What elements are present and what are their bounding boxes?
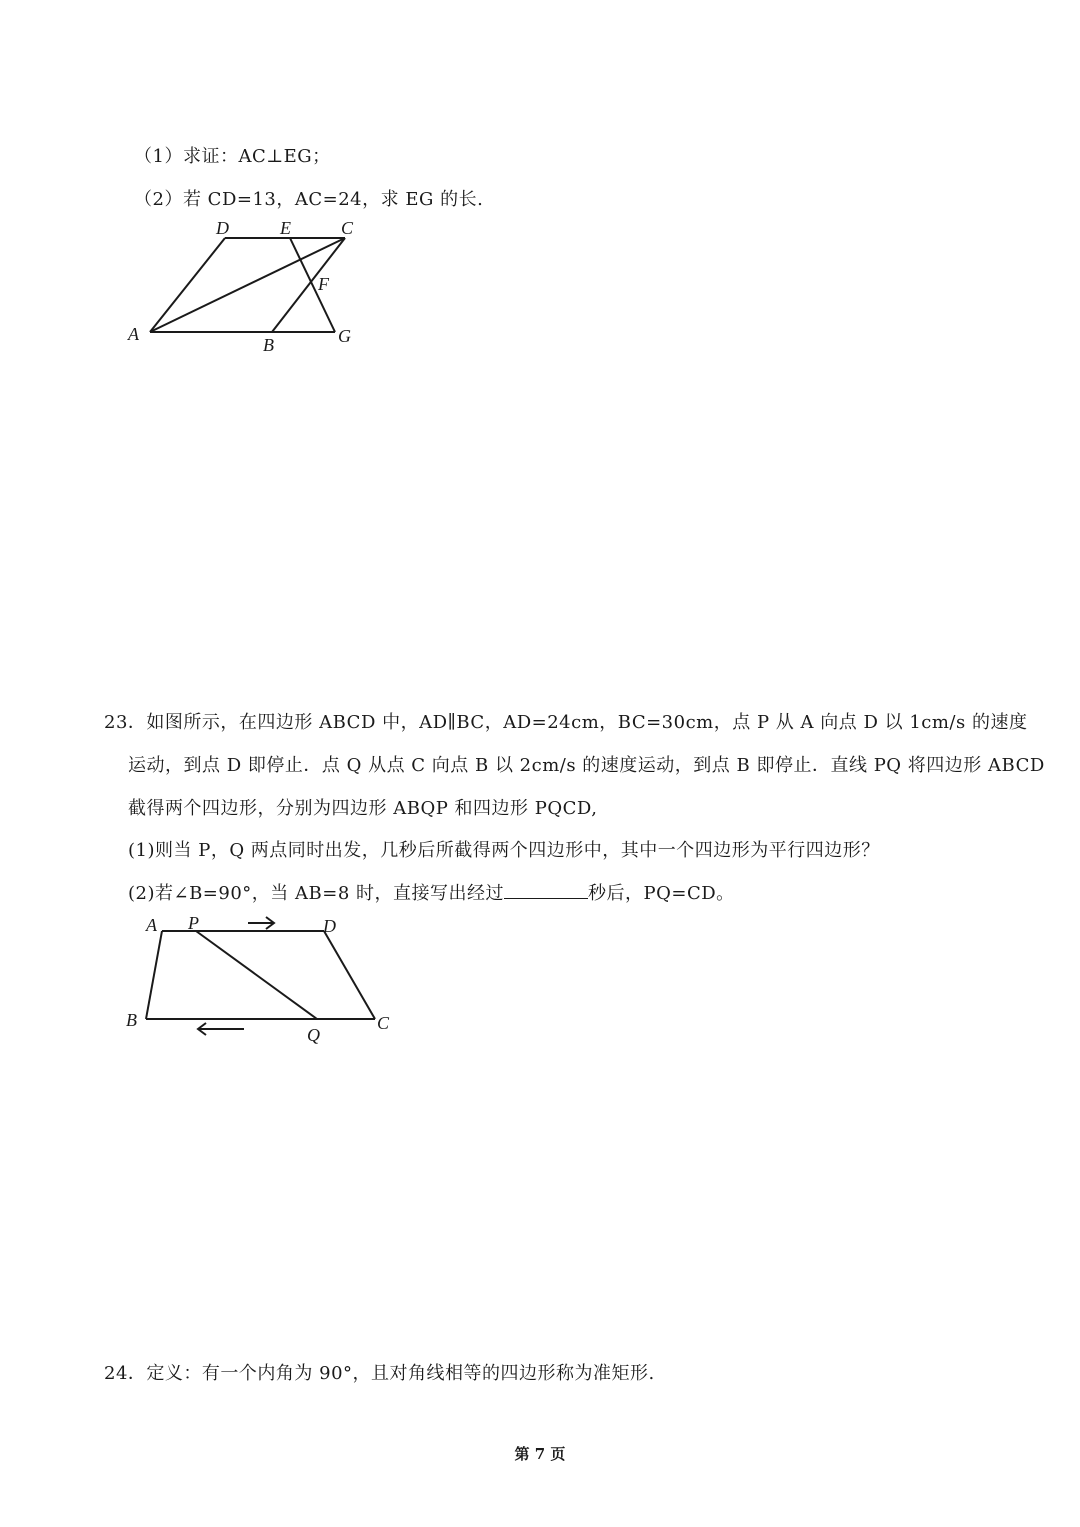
- label-B: B: [263, 335, 274, 355]
- q23-figure: [120, 908, 410, 1050]
- q22-part2: （2）若 CD=13，AC=24，求 EG 的长.: [134, 189, 484, 210]
- label-C: C: [377, 1013, 390, 1033]
- label-F: F: [318, 274, 329, 294]
- label-A: A: [146, 915, 157, 935]
- q22-figure: [120, 212, 380, 362]
- segment-PQ: [196, 931, 317, 1019]
- q23-line3: 截得两个四边形，分别为四边形 ABQP 和四边形 PQCD,: [128, 798, 598, 819]
- answer-blank: [504, 882, 588, 899]
- q22-part1: （1）求证：AC⊥EG；: [134, 146, 331, 167]
- segment-DC: [324, 931, 375, 1019]
- label-D: D: [323, 916, 336, 936]
- segment-AB: [146, 931, 162, 1019]
- segment-AC: [150, 238, 345, 332]
- q24-line1: 24．定义：有一个内角为 90°，且对角线相等的四边形称为准矩形.: [104, 1363, 655, 1384]
- q23-line1: 23．如图所示，在四边形 ABCD 中，AD∥BC，AD=24cm，BC=30cm，点 P 从 A 向点 D 以 1cm/s 的速度: [104, 712, 1028, 733]
- segment-AD: [150, 238, 225, 332]
- q23-part2-after: 秒后，PQ=CD。: [588, 883, 735, 904]
- label-A: A: [128, 324, 139, 344]
- label-P: P: [188, 913, 199, 933]
- label-B: B: [126, 1010, 137, 1030]
- q23-part1: (1)则当 P，Q 两点同时出发，几秒后所截得两个四边形中，其中一个四边形为平行四边形？: [128, 840, 880, 861]
- label-D: D: [216, 218, 229, 238]
- label-E: E: [280, 218, 291, 238]
- label-C: C: [341, 218, 354, 238]
- label-G: G: [338, 326, 351, 346]
- segment-BC: [272, 238, 345, 332]
- q23-line2: 运动，到点 D 即停止．点 Q 从点 C 向点 B 以 2cm/s 的速度运动，到点 B 即停止．直线 PQ 将四边形 ABCD: [128, 755, 1045, 776]
- q23-part2: [128, 879, 735, 905]
- label-Q: Q: [307, 1025, 320, 1045]
- q23-part2-before: (2)若∠B=90°，当 AB=8 时，直接写出经过: [128, 883, 504, 904]
- page-number: 第 7 页: [514, 1445, 566, 1463]
